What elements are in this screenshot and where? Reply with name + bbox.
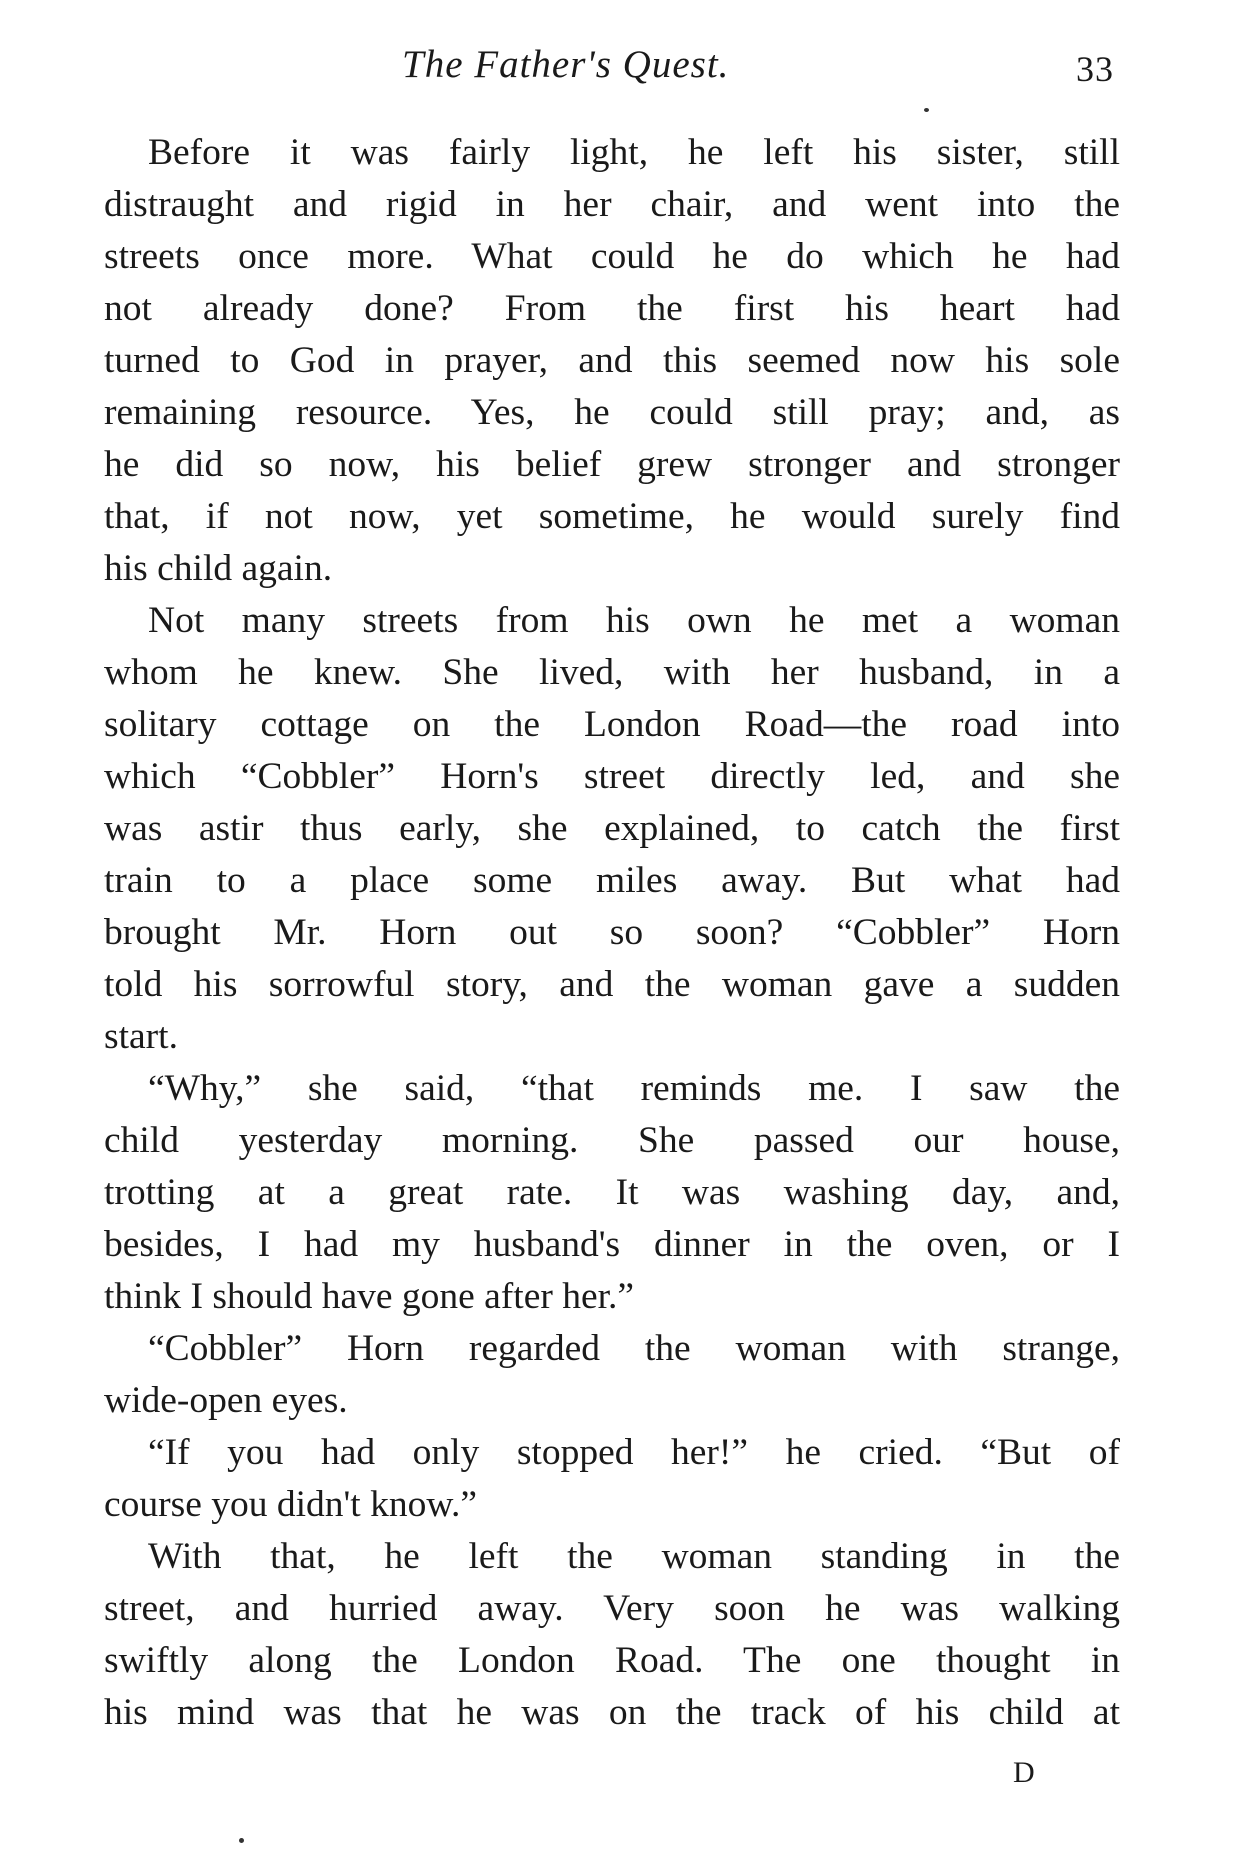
ink-speck	[924, 108, 929, 112]
text-line: his mind was that he was on the track of his child at	[104, 1692, 1120, 1733]
text-line: wide-open eyes.	[104, 1380, 348, 1421]
page-number: 33	[1076, 49, 1114, 89]
text-line: was astir thus early, she explained, to catch the first	[104, 808, 1120, 849]
text-line: train to a place some miles away. But what had	[104, 860, 1120, 901]
running-title: The Father's Quest.	[402, 43, 730, 86]
text-line: think I should have gone after her.”	[104, 1276, 635, 1317]
text-line: remaining resource. Yes, he could still pray; and, as	[104, 392, 1120, 433]
text-line: solitary cottage on the London Road—the road into	[104, 704, 1120, 745]
text-line: not already done? From the first his heart had	[104, 288, 1120, 329]
signature-mark: D	[1013, 1756, 1036, 1789]
text-line: distraught and rigid in her chair, and went into the	[104, 184, 1120, 225]
text-line: streets once more. What could he do which he had	[104, 236, 1120, 277]
text-line: swiftly along the London Road. The one thought in	[104, 1640, 1120, 1681]
text-line: told his sorrowful story, and the woman gave a sudden	[104, 964, 1120, 1005]
text-line: that, if not now, yet sometime, he would surely find	[104, 496, 1120, 537]
text-line: Not many streets from his own he met a woman	[148, 600, 1120, 641]
text-line: he did so now, his belief grew stronger and stronger	[104, 444, 1120, 485]
text-line: brought Mr. Horn out so soon? “Cobbler” Horn	[104, 912, 1120, 953]
text-line: With that, he left the woman standing in the	[148, 1536, 1120, 1577]
text-line: trotting at a great rate. It was washing day, and,	[104, 1172, 1120, 1213]
text-line: “If you had only stopped her!” he cried. “But of	[148, 1432, 1120, 1473]
text-line: his child again.	[104, 548, 333, 589]
text-line: turned to God in prayer, and this seemed now his sole	[104, 340, 1120, 381]
text-line: child yesterday morning. She passed our house,	[104, 1120, 1120, 1161]
body-text	[104, 127, 1120, 1739]
running-head	[0, 42, 1247, 92]
text-line: street, and hurried away. Very soon he was walking	[104, 1588, 1120, 1629]
text-line: “Cobbler” Horn regarded the woman with strange,	[148, 1328, 1120, 1369]
text-line: besides, I had my husband's dinner in the oven, or I	[104, 1224, 1120, 1265]
ink-speck	[239, 1838, 244, 1843]
text-line: Before it was fairly light, he left his sister, still	[148, 132, 1120, 173]
text-line: start.	[104, 1016, 178, 1057]
text-line: whom he knew. She lived, with her husband, in a	[104, 652, 1120, 693]
text-line: course you didn't know.”	[104, 1484, 478, 1525]
text-line: which “Cobbler” Horn's street directly led, and she	[104, 756, 1120, 797]
text-line: “Why,” she said, “that reminds me. I saw the	[148, 1068, 1120, 1109]
